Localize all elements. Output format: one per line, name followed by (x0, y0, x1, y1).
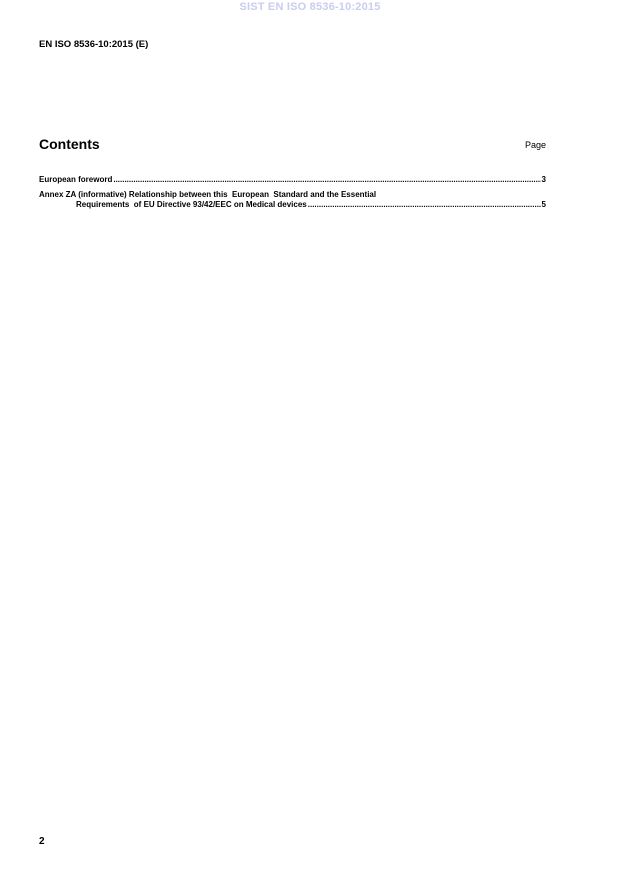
toc-entry-page: 3 (541, 175, 546, 184)
toc-entry-page: 5 (541, 200, 546, 209)
page-column-label: Page (524, 140, 546, 150)
toc-leader-dots (113, 175, 540, 185)
toc-entry-title: European foreword (39, 175, 113, 184)
toc-line-continued (39, 200, 546, 210)
toc-leader-dots (308, 200, 541, 210)
toc-entry-title: Annex ZA (informative) Relationship between this European Standard and the Essential (39, 190, 377, 199)
contents-title: Contents (39, 136, 100, 152)
toc-entry-european-foreword[interactable] (39, 175, 546, 185)
page-number: 2 (39, 836, 45, 847)
toc-line (39, 190, 546, 200)
toc-line (39, 175, 546, 185)
toc-entry-annex-za[interactable] (39, 190, 546, 210)
table-of-contents (39, 175, 546, 215)
document-identifier: EN ISO 8536-10:2015 (E) (39, 39, 149, 50)
watermark: SIST EN ISO 8536-10:2015 (239, 1, 381, 13)
toc-entry-title-continued: Requirements of EU Directive 93/42/EEC on Medical devices (76, 200, 307, 209)
contents-header (39, 136, 546, 154)
